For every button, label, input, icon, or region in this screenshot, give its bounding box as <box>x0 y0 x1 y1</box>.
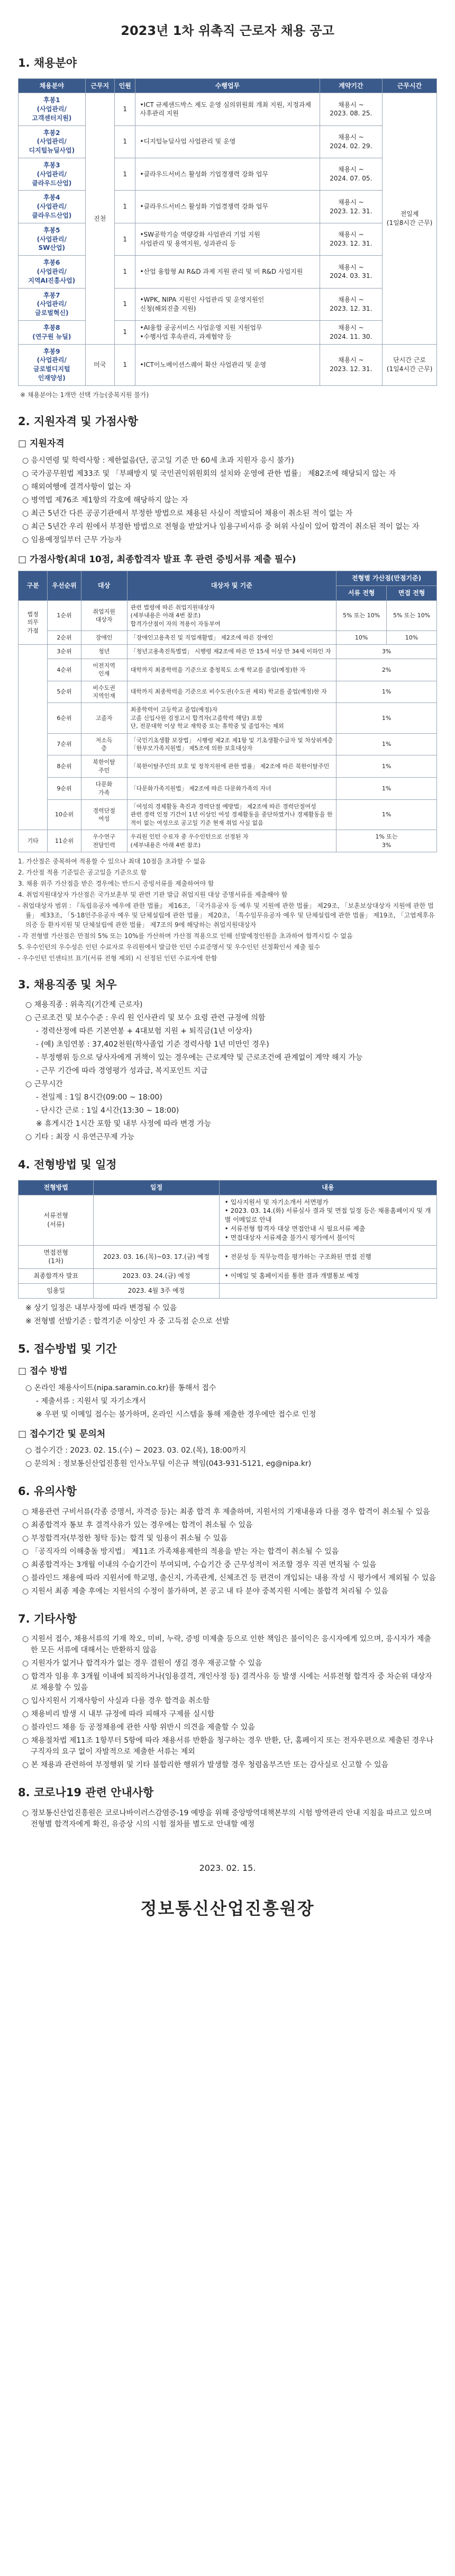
apply-method-heading: □ 접수 방법 <box>18 1366 68 1377</box>
bonus-target: 장애인 <box>81 631 127 645</box>
bonus-interview: 10% <box>387 631 437 645</box>
note-line: 1. 가산점은 중복하여 적용할 수 있으나 최대 10점을 초과할 수 없음 <box>18 857 206 865</box>
bonus-doc: 2% <box>336 659 437 681</box>
content-item: • 면접대상자 서류제출 불가시 평가에서 불이익 <box>225 1233 434 1242</box>
headcount: 1 <box>114 256 135 288</box>
note-line: ※ 전형별 선발기준 : 합격기준 이상인 자 중 고득점 순으로 선발 <box>25 1317 230 1326</box>
bonus-group: 기타 <box>19 830 48 852</box>
contract-period: 채용시 ~ 2023. 12. 31. <box>320 288 383 320</box>
contract-period: 채용시 ~ 2024. 07. 05. <box>320 158 383 191</box>
bonus-target: 취업지원 대상자 <box>81 600 127 631</box>
bonus-criteria: 최종학력이 고등학교 졸업(예정)자 고졸 신입사원 검정고시 합격자(고졸학력 해당) 포함 단, 전문대학 이상 학교 재학중 또는 휴학중 및 졸업자는 제외 <box>127 703 336 733</box>
table-row <box>19 191 437 223</box>
stage-content <box>219 1195 436 1245</box>
task-desc: •ICT이노베이션스퀘어 확산 사업관리 및 운영 <box>135 344 320 385</box>
bonus-group: 법정 의무 가점 <box>19 600 48 645</box>
table-row <box>19 1245 437 1269</box>
table-row <box>19 93 437 125</box>
content-item: • 전문성 등 직무능력을 평가하는 구조화된 면접 진행 <box>225 1253 434 1262</box>
stage-content <box>219 1245 436 1269</box>
list-item: ○ 최근 5년간 다른 공공기관에서 부정한 방법으로 채용된 사실이 적발되어 채용이 취소된 적이 없는 자 <box>22 508 437 519</box>
task-desc: •AI융합 공공서비스 사업운영 지원 지원업무 •수행사업 후속관리, 과제협약 등 <box>135 321 320 345</box>
info-line: ○ 접수기간 : 2023. 02. 15.(수) ~ 2023. 03. 02.(목), 18:00까지 <box>25 1446 247 1455</box>
work-place: 미국 <box>85 344 114 385</box>
bonus-rank: 3순위 <box>48 645 81 659</box>
bonus-target: 고졸자 <box>81 703 127 733</box>
bonus-rank: 4순위 <box>48 659 81 681</box>
table-row <box>19 631 437 645</box>
stage-name: 최종합격자 발표 <box>19 1269 94 1284</box>
bonus-doc: 10% <box>336 631 387 645</box>
list-item: ○ 합격자 임용 후 3개월 이내에 퇴직하거나(임용결격, 개인사정 등) 결격사유 등 발생 시에는 서류전형 합격자 중 차순위 대상자로 채용할 수 있음 <box>22 1671 437 1694</box>
note-line: 4. 취업지원대상자 가산점은 국가보훈부 및 관련 기관 발급 취업지원 대상 증명서류를 제출해야 함 <box>18 890 288 898</box>
bonus-doc: 1% <box>336 755 437 778</box>
list-item: ○ 입사지원서 기재사항이 사실과 다를 경우 합격을 취소함 <box>22 1696 437 1707</box>
task-desc: •WPK, NIPA 지원인 사업관리 및 운영지원인 신청(해외진출 지원) <box>135 288 320 320</box>
section-8-heading: 8. 코로나19 관련 안내사항 <box>18 1786 154 1799</box>
organization-signature: 정보통신산업진흥원장 <box>140 1898 315 1919</box>
column-subheader: 면접 전형 <box>387 586 437 601</box>
bonus-criteria: 「다문화가족지원법」 제2조에 따른 다문화가족의 자녀 <box>127 778 336 800</box>
bonus-target: 북한이탈 주민 <box>81 755 127 778</box>
term-line: - 경력산정에 따른 기본연봉 + 4대보험 지원 + 퇴직금(1년 이상자) <box>36 1027 252 1036</box>
bonus-target: 청년 <box>81 645 127 659</box>
bonus-rank: 11순위 <box>48 830 81 852</box>
content-item: • 이메일 및 홈페이지를 통한 결과 개별통보 예정 <box>225 1272 434 1281</box>
list-item: ○ 지원서 접수, 채용서류의 기재 착오, 미비, 누락, 증빙 미제출 등으로 인한 책임은 불이익은 응시자에게 있으며, 응시자가 제출한 모든 서류에 대해서는 반환하지 않음 <box>22 1634 437 1656</box>
table-row <box>19 223 437 255</box>
table-row <box>19 659 437 681</box>
table-row <box>19 125 437 158</box>
bonus-target: 저소득 층 <box>81 733 127 755</box>
bonus-rank: 1순위 <box>48 600 81 631</box>
term-line: ※ 휴게시간 1시간 포함 및 내부 사정에 따라 변경 가능 <box>36 1120 212 1129</box>
note-line: 2. 가산점 적용 기준일은 공고일을 기준으로 함 <box>18 868 147 876</box>
bonus-criteria: 우리원 인턴 수료자 중 우수인턴으로 선정된 자 (세부내용은 아래 4번 참조) <box>127 830 336 852</box>
list-item: ○ 채용절차법 제11조 1항부터 5항에 따라 채용서류 반환을 청구하는 경우 반환, 단, 홈페이지 또는 전자우편으로 제출된 경우나 구직자의 요구 없이 자발적으로 제출한 서류는 제외 <box>22 1735 437 1758</box>
column-header: 근무시간 <box>383 78 437 93</box>
term-line: - 근무 기간에 따라 경영평가 성과급, 복지포인트 지급 <box>36 1067 208 1076</box>
table-row <box>19 681 437 703</box>
headcount: 1 <box>114 288 135 320</box>
bonus-rank: 6순위 <box>48 703 81 733</box>
column-header: 우선순위 <box>48 571 81 601</box>
bonus-criteria: 「여성의 경제활동 촉진과 경력단절 예방법」 제2조에 따른 경력단절여성 관련 경력 인정 기간이 1년 이상인 여성 경제활동을 중단하였거나 경제활동을 한 적이 없는 여성으로 공고일 기준 현재 취업 사실 없음 <box>127 799 336 830</box>
list-item: ○ 「공직자의 이해충돌 방지법」 제11조 가족채용제한의 적용을 받는 자는 합격이 취소될 수 있음 <box>22 1546 437 1557</box>
content-item: • 서류전형 합격자 대상 면접안내 시 필요서류 제출 <box>225 1224 434 1233</box>
bonus-target: 경력단절 여성 <box>81 799 127 830</box>
bonus-group <box>19 645 48 830</box>
schedule-table <box>18 1180 437 1299</box>
bonus-doc: 1% <box>336 733 437 755</box>
stage-name: 서류전형 (서류) <box>19 1195 94 1245</box>
stage-date: 2023. 03. 16.(목)~03. 17.(금) 예정 <box>94 1245 219 1269</box>
bonus-criteria: 「국민기초생활 보장법」 시행령 제2조 제1항 및 기초생활수급자 및 차상위계층 「한부모가족지원법」 제5조에 의한 보호대상자 <box>127 733 336 755</box>
headcount: 1 <box>114 158 135 191</box>
list-item: ○ 최근 5년간 우리 원에서 부정한 방법으로 전형을 받았거나 임용구비서류 중 허위 사실이 있어 합격이 취소된 적이 없는 자 <box>22 521 437 533</box>
field-name: 후봉8 (연구원 뉴딜) <box>19 321 86 345</box>
term-line: ○ 근무시간 <box>25 1080 63 1089</box>
note-line: ※ 상기 일정은 내부사정에 따라 변경될 수 있음 <box>25 1303 177 1312</box>
task-desc: •클라우드서비스 활성화 기업경쟁력 강화 업무 <box>135 158 320 191</box>
apply-method-list <box>18 1383 437 1420</box>
bonus-doc: 1% <box>336 703 437 733</box>
field-name: 후봉1 (사업관리/ 고객센터지원) <box>19 93 86 125</box>
bonus-target: 다문화 가족 <box>81 778 127 800</box>
section-6-heading: 6. 유의사항 <box>18 1485 77 1498</box>
table-row <box>19 158 437 191</box>
table-row <box>19 256 437 288</box>
column-header: 채용분야 <box>19 78 86 93</box>
section-7-heading: 7. 기타사항 <box>18 1612 77 1625</box>
bonus-rank: 2순위 <box>48 631 81 645</box>
qualification-heading: □ 지원자격 <box>18 438 65 449</box>
contract-period: 채용시 ~ 2024. 03. 31. <box>320 256 383 288</box>
column-header: 전형별 가산점(만점기준) <box>336 571 437 586</box>
contract-period: 채용시 ~ 2024. 11. 30. <box>320 321 383 345</box>
apply-period-heading: □ 접수기간 및 문의처 <box>18 1428 106 1439</box>
headcount: 1 <box>114 191 135 223</box>
bonus-rank: 7순위 <box>48 733 81 755</box>
bonus-notes <box>18 857 437 963</box>
column-header: 계약기간 <box>320 78 383 93</box>
bonus-target: 이전지역 인재 <box>81 659 127 681</box>
list-item: ○ 임용예정일부터 근무 가능자 <box>22 535 437 546</box>
bonus-target: 비수도권 지역인재 <box>81 681 127 703</box>
column-header: 전형방법 <box>19 1180 94 1195</box>
bonus-doc: 1% <box>336 799 437 830</box>
section-4-heading: 4. 전형방법 및 일정 <box>18 1158 117 1172</box>
bonus-criteria: 「청년고용촉진특별법」 시행령 제2조에 따른 만 15세 이상 만 34세 이하인 자 <box>127 645 336 659</box>
list-item: ○ 최종합격자 통보 후 결격사유가 있는 경우에는 합격이 취소될 수 있음 <box>22 1520 437 1531</box>
column-header: 수행업무 <box>135 78 320 93</box>
list-item: ○ 블라인드 채용에 따라 지원서에 학교명, 출신지, 가족관계, 신체조건 등 편견이 개입되는 내용 작성 시 평가에서 제외될 수 있음 <box>22 1573 437 1584</box>
etc-list <box>18 1634 437 1771</box>
recruit-note: ※ 채용분야는 1개만 선택 가능(중복지원 불가) <box>20 391 149 399</box>
headcount: 1 <box>114 125 135 158</box>
headcount: 1 <box>114 321 135 345</box>
bonus-doc: 1% 또는 3% <box>336 830 437 852</box>
info-line: ○ 문의처 : 정보통신산업진흥원 인사노무팀 이은규 책임(043-931-5121, eg@nipa.kr) <box>25 1460 312 1469</box>
table-row <box>19 703 437 733</box>
stage-name: 면접전형 (1차) <box>19 1245 94 1269</box>
column-header: 일정 <box>94 1180 219 1195</box>
section-1-heading: 1. 채용분야 <box>18 57 77 69</box>
apply-period-list <box>18 1445 437 1470</box>
list-item: ○ 정보통신산업진흥원은 코로나바이러스감염증-19 예방을 위해 중앙방역대책본부의 시험 방역관리 안내 지침을 따르고 있으며 전형별 합격자에게 확진, 유증상 시의 시험 절차를 별도로 안내할 예정 <box>22 1808 437 1830</box>
table-row <box>19 344 437 385</box>
headcount: 1 <box>114 223 135 255</box>
bonus-doc: 1% <box>336 681 437 703</box>
bonus-interview: 5% 또는 10% <box>387 600 437 631</box>
column-subheader: 서류 전형 <box>336 586 387 601</box>
field-name: 후봉7 (사업관리/ 글로벌혁신) <box>19 288 86 320</box>
headcount: 1 <box>114 344 135 385</box>
qualification-list <box>18 455 437 546</box>
bonus-rank: 10순위 <box>48 799 81 830</box>
note-line: 5. 우수인턴의 우수성은 인턴 수료자로 우리원에서 발급한 인턴 수료증명서 및 우수인턴 선정확인서 제출 필수 <box>18 943 321 951</box>
term-line: - (예) 초임연봉 : 37,402천원(학사졸업 기준 경력사항 1년 미만인 경우) <box>36 1040 269 1049</box>
table-row <box>19 1195 437 1245</box>
contract-period: 채용시 ~ 2023. 12. 31. <box>320 223 383 255</box>
announcement-date: 2023. 02. 15. <box>199 1862 256 1873</box>
list-item: ○ 최종합격자는 3개월 이내의 수습기간이 부여되며, 수습기간 중 근무성적이 저조할 경우 직권 면직될 수 있음 <box>22 1560 437 1571</box>
field-name: 후봉6 (사업관리/ 지역AI진흥사업) <box>19 256 86 288</box>
list-item: ○ 응시연령 및 학력사항 : 제한없음(단, 공고일 기준 만 60세 초과 지원자 응시 불가) <box>22 455 437 466</box>
term-line: - 전일제 : 1일 8시간(09:00 ~ 18:00) <box>36 1093 162 1102</box>
term-line: ○ 채용직종 : 위촉직(기간제 근로자) <box>25 1001 143 1010</box>
field-name: 후봉2 (사업관리/ 디지털뉴딜사업) <box>19 125 86 158</box>
bonus-heading: □ 가점사항(최대 10점, 최종합격자 발표 후 관련 증빙서류 제출 필수) <box>18 554 296 565</box>
note-line: - 우수인턴 인센티브 표기(서류 전형 제외) 시 선정된 인턴 수료자에 한함 <box>18 954 217 962</box>
bonus-criteria: 대학까지 최종학력을 기준으로 충청북도 소재 학교를 졸업(예정)한 자 <box>127 659 336 681</box>
table-row <box>19 733 437 755</box>
table-row <box>19 830 437 852</box>
table-row <box>19 645 437 659</box>
column-header: 대상자 및 기준 <box>127 571 336 601</box>
list-item: ○ 블라인드 채용 등 공정채용에 관한 사항 위반시 의견을 제출할 수 있음 <box>22 1722 437 1733</box>
contract-period: 채용시 ~ 2023. 08. 25. <box>320 93 383 125</box>
bonus-table <box>18 571 437 852</box>
section-3-heading: 3. 채용직종 및 처우 <box>18 978 117 991</box>
caution-list <box>18 1507 437 1597</box>
bonus-doc: 3% <box>336 645 437 659</box>
contract-period: 채용시 ~ 2023. 12. 31. <box>320 344 383 385</box>
field-name: 후봉9 (사업관리/ 글로벌디지털 인재양성) <box>19 344 86 385</box>
work-hours: 전일제 (1일8시간 근무) <box>383 93 437 344</box>
table-row <box>19 600 437 631</box>
task-desc: •ICT 규제샌드박스 제도 운영 심의위원회 개최 지원, 지정과제 사후관리 지원 <box>135 93 320 125</box>
term-line: ○ 기타 : 최장 시 유연근무제 가능 <box>25 1133 134 1142</box>
column-header: 구분 <box>19 571 48 601</box>
covid-list <box>18 1808 437 1830</box>
term-line: ○ 근로조건 및 보수수준 : 우리 원 인사관리 및 보수 요령 관련 규정에 의함 <box>25 1014 266 1023</box>
list-item: ○ 병역법 제76조 제1항의 각호에 해당하지 않는 자 <box>22 495 437 506</box>
info-line: - 제출서류 : 지원서 및 자기소개서 <box>36 1397 146 1406</box>
field-name: 후봉3 (사업관리/ 클라우드산업) <box>19 158 86 191</box>
list-item: ○ 본 채용과 관련하여 부정행위 및 기타 불합리한 행위가 발생할 경우 청렴옴부즈만 또는 감사실로 신고할 수 있음 <box>22 1760 437 1771</box>
table-row <box>19 288 437 320</box>
task-desc: •클라우드서비스 활성화 기업경쟁력 강화 업무 <box>135 191 320 223</box>
page-title: 2023년 1차 위촉직 근로자 채용 공고 <box>121 23 334 38</box>
bonus-criteria: 「장애인고용촉진 및 직업재활법」 제2조에 따른 장애인 <box>127 631 336 645</box>
stage-date <box>94 1195 219 1245</box>
table-row <box>19 799 437 830</box>
table-row <box>19 778 437 800</box>
bonus-rank: 9순위 <box>48 778 81 800</box>
table-row <box>19 1284 437 1299</box>
list-item: ○ 채용관련 구비서류(각종 증명서, 자격증 등)는 최종 합격 후 제출하며, 지원서의 기재내용과 다를 경우 합격이 취소될 수 있음 <box>22 1507 437 1518</box>
bonus-criteria: 관련 법령에 따른 취업지원대상자 (세부내용은 아래 4번 참조) 합격가산점이 자의 적용이 자동부여 <box>127 600 336 631</box>
bonus-target: 우수연구 전담인력 <box>81 830 127 852</box>
work-hours: 단시간 근로 (1일4시간 근무) <box>383 344 437 385</box>
stage-name: 임용일 <box>19 1284 94 1299</box>
list-item: ○ 부정합격자(부정한 청탁 등)는 합격 및 임용이 취소될 수 있음 <box>22 1533 437 1544</box>
field-name: 후봉4 (사업관리/ 클라우드산업) <box>19 191 86 223</box>
field-name: 후봉5 (사업관리/ SW산업) <box>19 223 86 255</box>
stage-date: 2023. 03. 24.(금) 예정 <box>94 1269 219 1284</box>
section-2-heading: 2. 지원자격 및 가점사항 <box>18 415 139 428</box>
task-desc: •SW공학기술 역량강화 사업관리 기업 지원 사업관리 및 용역지원, 성과관리 등 <box>135 223 320 255</box>
table-row <box>19 321 437 345</box>
bonus-criteria: 「북한이탈주민의 보호 및 정착지원에 관한 법률」 제2조에 따른 북한이탈주민 <box>127 755 336 778</box>
headcount: 1 <box>114 93 135 125</box>
employment-terms <box>18 999 437 1143</box>
bonus-doc: 1% <box>336 778 437 800</box>
info-line: ○ 온라인 채용사이트(nipa.saramin.co.kr)를 통해서 접수 <box>25 1383 216 1392</box>
note-line: - 각 전형별 가산점은 만점의 5% 또는 10%를 가산하며 가산점 적용으로 인해 선발예정인원을 초과하여 합격시킬 수 없음 <box>18 932 353 940</box>
work-place: 진천 <box>85 93 114 344</box>
column-header: 대상 <box>81 571 127 601</box>
task-desc: •디지털뉴딜사업 사업관리 및 운영 <box>135 125 320 158</box>
note-line: - 취업대상자 범위 : 『독립유공자 예우에 관한 법률』 제16조, 「국가유공자 등 예우 및 지원에 관한 법률」 제29조, 「보훈보상대상자 지원에 관한 법률」 제33조, 「5·18민주유공자 예우 및 단체설립에 관한 법률」 제20조, 「특수임무유공자 예우 및 단체설립에 관한 법률」 제19조, 「고엽제후유의증 등 환자지원 및 단체설립에 관한 법률」 제7조의 9에 해당하는 취업지원대상자 <box>18 902 435 929</box>
bonus-rank: 8순위 <box>48 755 81 778</box>
schedule-notes <box>18 1303 437 1327</box>
recruit-field-table <box>18 78 437 386</box>
bonus-doc: 5% 또는 10% <box>336 600 387 631</box>
term-line: - 단시간 근로 : 1일 4시간(13:30 ~ 18:00) <box>36 1106 179 1115</box>
table-row <box>19 1269 437 1284</box>
column-header: 인원 <box>114 78 135 93</box>
stage-content <box>219 1269 436 1284</box>
column-header: 근무지 <box>85 78 114 93</box>
content-item: • 입사지원서 및 자기소개서 서면평가 <box>225 1198 434 1207</box>
list-item: ○ 해외여행에 결격사항이 없는 자 <box>22 482 437 493</box>
note-line: 3. 채용 위주 가산점을 받은 경우에는 반드시 증빙서류를 제출하여야 함 <box>18 879 214 887</box>
content-item: • 2023. 03. 14.(화) 서류심사 결과 및 면접 일정 등은 채용홈페이지 및 개별 이메일로 안내 <box>225 1206 434 1224</box>
contract-period: 채용시 ~ 2024. 02. 29. <box>320 125 383 158</box>
list-item: ○ 국가공무원법 제33조 및 「부패방지 및 국민권익위원회의 설치와 운영에 관한 법률」 제82조에 해당되지 않는 자 <box>22 469 437 480</box>
contract-period: 채용시 ~ 2023. 12. 31. <box>320 191 383 223</box>
task-desc: •산업 융합형 AI R&D 과제 지원 관리 및 비 R&D 사업지원 <box>135 256 320 288</box>
table-row <box>19 755 437 778</box>
bonus-rank: 5순위 <box>48 681 81 703</box>
list-item: ○ 지원자가 없거나 합격자가 없는 경우 결원이 생길 경우 재공고할 수 있음 <box>22 1658 437 1669</box>
section-5-heading: 5. 접수방법 및 기간 <box>18 1342 117 1355</box>
list-item: ○ 지원서 최종 제출 후에는 지원서의 수정이 불가하며, 본 공고 내 타 분야 중복지원 시에는 불합격 처리될 수 있음 <box>22 1586 437 1597</box>
stage-content <box>219 1284 436 1299</box>
bonus-criteria: 대학까지 최종학력을 기준으로 비수도권(수도권 제외) 학교를 졸업(예정)한 자 <box>127 681 336 703</box>
list-item: ○ 채용비리 발생 시 내부 규정에 따라 피해자 구제를 실시함 <box>22 1709 437 1720</box>
term-line: - 부정행위 등으로 당사자에게 귀책이 있는 경우에는 근로계약 및 근로조건에 관계없이 계약 해지 가능 <box>36 1053 363 1062</box>
stage-date: 2023. 4월 3주 예정 <box>94 1284 219 1299</box>
info-line: ※ 우편 및 이메일 접수는 불가하며, 온라인 시스템을 통해 제출한 경우에만 접수로 인정 <box>36 1410 316 1419</box>
column-header: 내용 <box>219 1180 436 1195</box>
